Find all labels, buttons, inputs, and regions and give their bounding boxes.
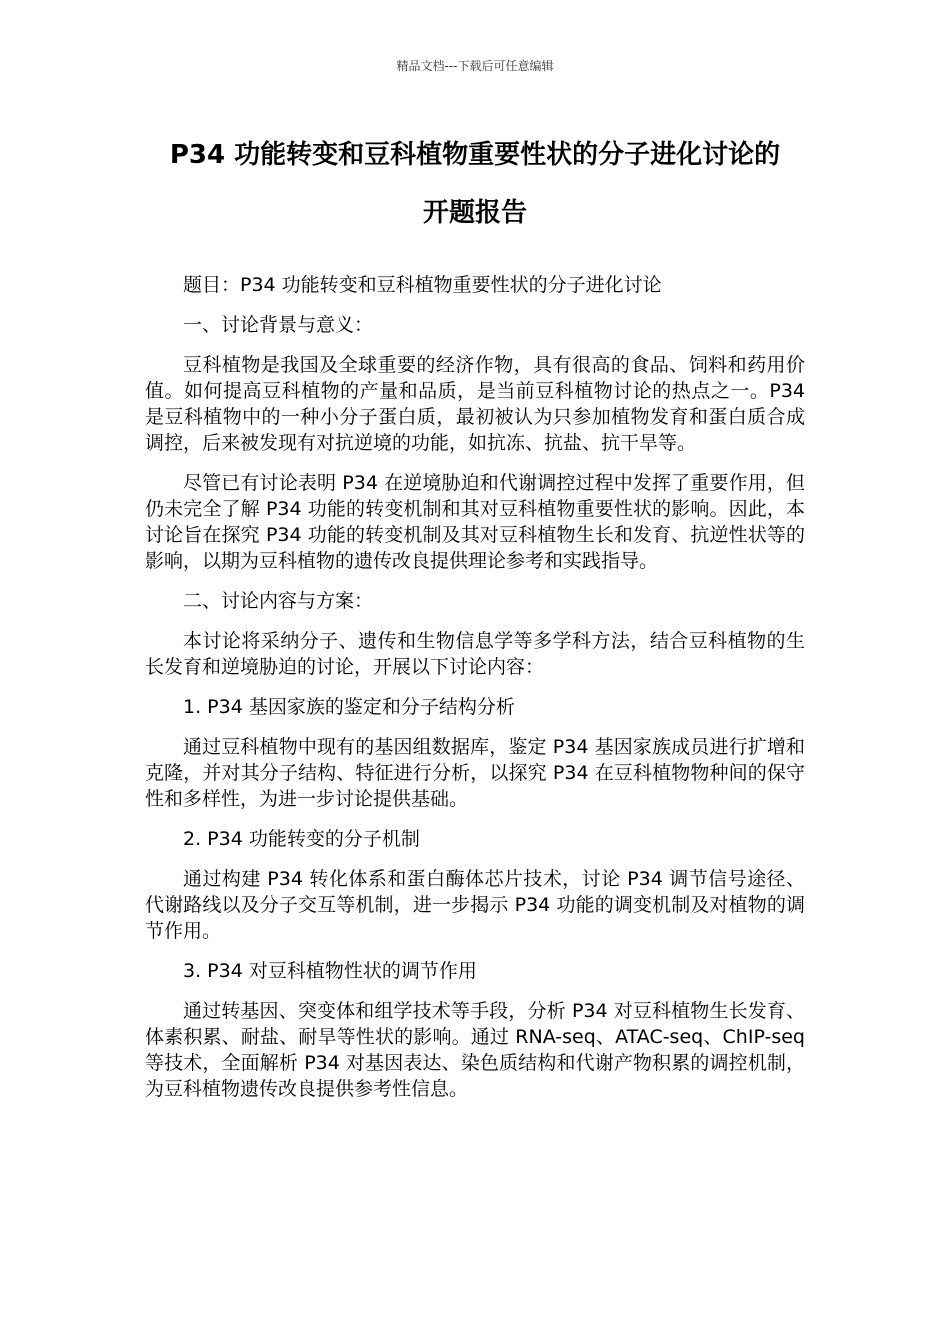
section-heading-content: 二、讨论内容与方案： [183,590,374,612]
paragraph: 通过转基因、突变体和组学技术等手段，分析 P34 对豆科植物生长发育、体素积累、耐盐、耐旱等性状的影响。通过 RNA-seq、ATAC-seq、ChIP-seq 等技术，全面解析 P34 对基因表达、染色质结构和代谢产物积累的调控机制，为豆科植物遗传改良提供参考性信息。 [145,1000,805,1100]
topic-line: 题目：P34 功能转变和豆科植物重要性状的分子进化讨论 [183,274,662,296]
paragraph: 本讨论将采纳分子、遗传和生物信息学等多学科方法，结合豆科植物的生长发育和逆境胁迫的讨论，开展以下讨论内容： [145,630,805,678]
header-note: 精品文档---下载后可任意编辑 [396,59,554,73]
subsection-heading: 2. P34 功能转变的分子机制 [183,828,420,850]
document-title-line-1: P34 功能转变和豆科植物重要性状的分子进化讨论的 [169,140,781,170]
paragraph: 豆科植物是我国及全球重要的经济作物，具有很高的食品、饲料和药用价值。如何提高豆科植物的产量和品质，是当前豆科植物讨论的热点之一。P34 是豆科植物中的一种小分子蛋白质，最初被认为只参加植物发育和蛋白质合成调控，后来被发现有对抗逆境的功能，如抗冻、抗盐、抗干旱等。 [145,354,805,454]
subsection-heading: 1. P34 基因家族的鉴定和分子结构分析 [183,696,515,718]
document-title-line-2: 开题报告 [422,198,527,228]
paragraph: 尽管已有讨论表明 P34 在逆境胁迫和代谢调控过程中发挥了重要作用，但仍未完全了解 P34 功能的转变机制和其对豆科植物重要性状的影响。因此，本讨论旨在探究 P34 功能的转变机制及其对豆科植物生长和发育、抗逆性状等的影响，以期为豆科植物的遗传改良提供理论参考和实践指导。 [145,472,805,572]
paragraph: 通过豆科植物中现有的基因组数据库，鉴定 P34 基因家族成员进行扩增和克隆，并对其分子结构、特征进行分析，以探究 P34 在豆科植物物种间的保守性和多样性，为进一步讨论提供基础。 [145,736,805,810]
subsection-heading: 3. P34 对豆科植物性状的调节作用 [183,960,477,982]
document-body [145,272,805,1116]
paragraph: 通过构建 P34 转化体系和蛋白酶体芯片技术，讨论 P34 调节信号途径、代谢路线以及分子交互等机制，进一步揭示 P34 功能的调变机制及对植物的调节作用。 [145,868,805,942]
section-heading-background: 一、讨论背景与意义： [183,314,374,336]
